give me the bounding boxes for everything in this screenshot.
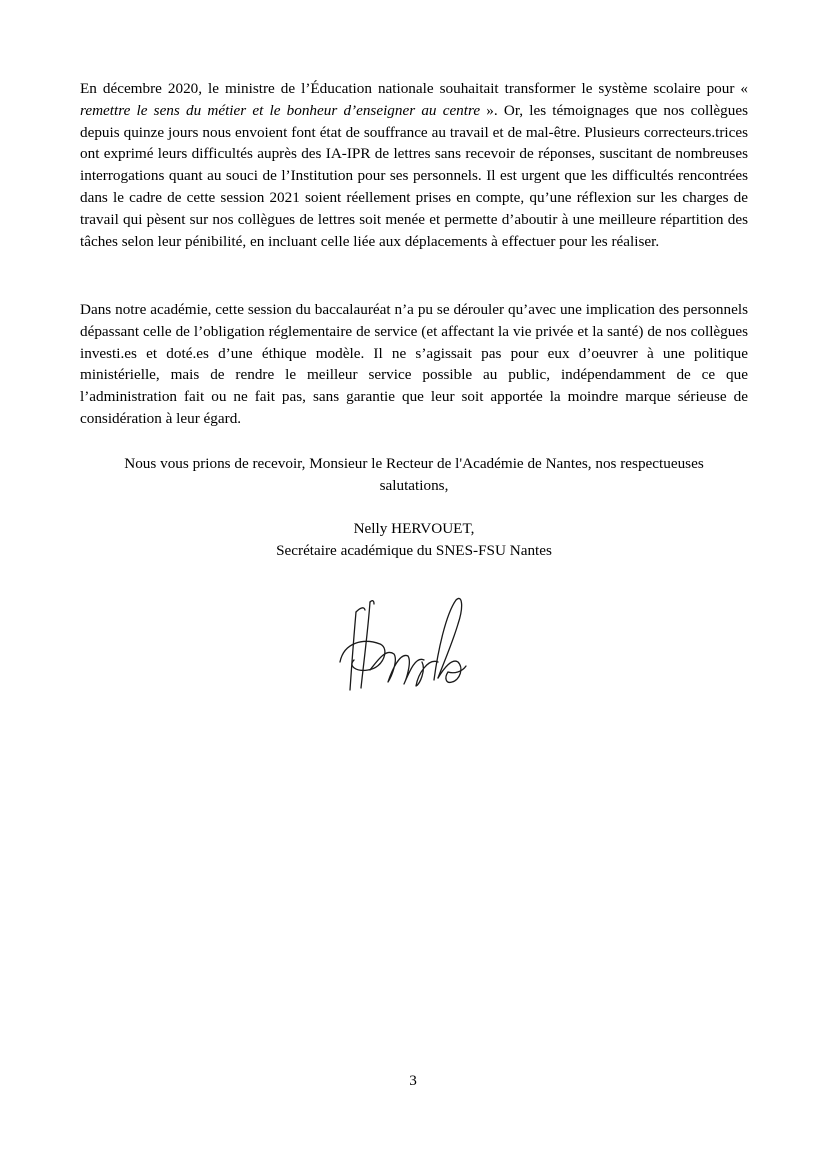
paragraph-1-body: ». Or, les témoignages que nos collègues depuis quinze jours nous envoient font état de souffrance au travail et de mal-être. Plusieurs correcteurs.trices ont exprimé leurs difficultés auprès des IA-IPR de lettres sans recevoir de réponses, suscitant de nombreuses interrogations quant au souci de l’Institution pour ses personnels. Il est urgent que les difficultés rencontrées dans le cadre de cette session 2021 soient réellement prises en compte, qu’une réflexion sur les charges de travail qui pèsent sur nos collègues de lettres soit menée et permette d’aboutir à une meilleure répartition des tâches selon leur pénibilité, en incluant celle liée aux déplacements à effectuer pour les réaliser.	[80, 101, 749, 250]
body-paragraph-1	[80, 78, 748, 252]
signer-name: Nelly HERVOUET,	[353, 520, 475, 537]
handwritten-signature	[334, 590, 474, 700]
signer-block	[80, 518, 748, 562]
paragraph-1-intro: En décembre 2020, le ministre de l’Éducation nationale souhaitait transformer le système scolaire pour «	[80, 80, 748, 97]
closing-line-2: salutations,	[379, 476, 449, 494]
closing-line-1: Nous vous prions de recevoir, Monsieur le Recteur de l'Académie de Nantes, nos respectueuses	[124, 455, 704, 472]
page-number: 3	[409, 1072, 417, 1089]
signer-title: Secrétaire académique du SNES-FSU Nantes	[276, 541, 552, 559]
closing-salutation	[80, 453, 748, 497]
minister-quote: remettre le sens du métier et le bonheur d’enseigner au centre	[80, 101, 481, 119]
body-paragraph-2: Dans notre académie, cette session du baccalauréat n’a pu se dérouler qu’avec une implication des personnels dépassant celle de l’obligation réglementaire de service (et affectant la vie privée et la santé) de nos collègues investi.es et doté.es d’une éthique modèle. Il ne s’agissait pas pour eux d’oeuvrer à une politique ministérielle, mais de rendre le meilleur service possible au public, indépendamment de ce que l’administration fait ou ne fait pas, sans garantie que leur soit apportée la moindre marque sérieuse de considération à leur égard.	[80, 301, 748, 427]
